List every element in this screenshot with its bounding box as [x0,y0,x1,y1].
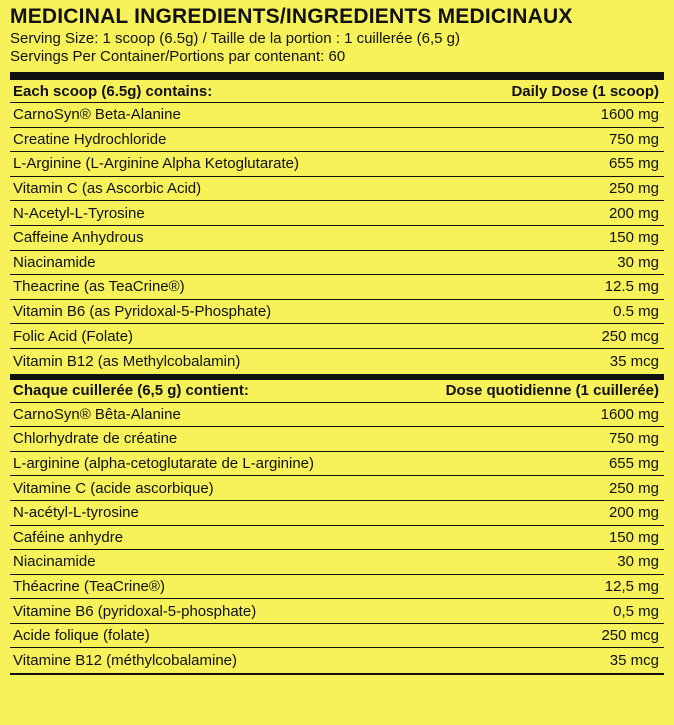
ingredient-name: Niacinamide [13,253,96,271]
ingredient-row [10,349,664,374]
bottom-divider [10,673,664,675]
english-rows [10,103,664,374]
ingredient-amount: 12,5 mg [604,577,659,595]
ingredient-amount: 1600 mg [600,405,659,423]
ingredient-row [10,624,664,649]
ingredient-amount: 150 mg [608,229,659,247]
panel-title: MEDICINAL INGREDIENTS/INGREDIENTS MEDICINAUX [10,5,573,28]
ingredient-row [10,103,664,128]
ingredient-name: L-arginine (alpha-cetoglutarate de L-arginine) [13,455,315,473]
english-header [10,80,664,103]
english-header-left: Each scoop (6.5g) contains: [13,82,213,100]
ingredient-amount: 750 mg [608,430,659,448]
ingredient-row [10,526,664,551]
ingredient-name: Vitamine B12 (méthylcobalamine) [13,652,237,670]
ingredient-row [10,324,664,349]
ingredient-name: N-Acetyl-L-Tyrosine [13,204,145,222]
ingredient-amount: 655 mg [608,155,659,173]
french-header-left: Chaque cuillerée (6,5 g) contient: [13,382,249,400]
english-section [10,80,664,374]
ingredient-row [10,403,664,428]
ingredient-row [10,575,664,600]
serving-size: Serving Size: 1 scoop (6.5g) / Taille de la portion : 1 cuillerée (6,5 g) [10,30,460,47]
french-section [10,380,664,674]
ingredient-name: L-Arginine (L-Arginine Alpha Ketoglutarate) [13,155,300,173]
ingredient-row [10,177,664,202]
ingredient-name: Creatine Hydrochloride [13,130,167,148]
ingredient-amount: 35 mcg [609,652,659,670]
ingredient-row [10,550,664,575]
ingredient-amount: 35 mcg [609,352,659,370]
ingredient-amount: 250 mg [608,180,659,198]
ingredient-name: Caffeine Anhydrous [13,229,144,247]
ingredient-name: Vitamin B12 (as Methylcobalamin) [13,352,241,370]
ingredient-row [10,427,664,452]
ingredient-amount: 12.5 mg [604,278,659,296]
french-rows [10,403,664,674]
thick-divider [10,72,664,80]
ingredient-name: Vitamin B6 (as Pyridoxal-5-Phosphate) [13,303,272,321]
ingredient-name: Acide folique (folate) [13,627,150,645]
french-header [10,380,664,403]
ingredient-name: Vitamine C (acide ascorbique) [13,479,214,497]
ingredient-amount: 30 mg [617,553,659,571]
ingredient-row [10,300,664,325]
ingredient-name: Theacrine (as TeaCrine®) [13,278,185,296]
ingredient-row [10,275,664,300]
ingredient-name: Vitamine B6 (pyridoxal-5-phosphate) [13,602,257,620]
ingredient-name: CarnoSyn® Beta-Alanine [13,106,181,124]
english-header-right: Daily Dose (1 scoop) [511,82,659,100]
ingredient-amount: 0.5 mg [613,303,659,321]
ingredient-amount: 250 mg [608,479,659,497]
french-header-right: Dose quotidienne (1 cuillerée) [445,382,659,400]
ingredient-row [10,251,664,276]
ingredient-amount: 1600 mg [600,106,659,124]
ingredient-row [10,476,664,501]
ingredient-amount: 250 mcg [601,327,659,345]
ingredient-name: Vitamin C (as Ascorbic Acid) [13,180,202,198]
ingredient-amount: 150 mg [608,528,659,546]
ingredient-row [10,452,664,477]
ingredient-row [10,599,664,624]
ingredient-name: Niacinamide [13,553,96,571]
ingredient-amount: 750 mg [608,130,659,148]
ingredient-name: N-acétyl-L-tyrosine [13,504,139,522]
ingredient-amount: 200 mg [608,504,659,522]
ingredient-amount: 30 mg [617,253,659,271]
ingredient-amount: 250 mcg [601,627,659,645]
ingredient-name: Folic Acid (Folate) [13,327,134,345]
ingredient-name: Caféine anhydre [13,528,124,546]
servings-per-container: Servings Per Container/Portions par contenant: 60 [10,48,346,65]
ingredient-amount: 655 mg [608,455,659,473]
ingredient-amount: 200 mg [608,204,659,222]
ingredient-name: Chlorhydrate de créatine [13,430,178,448]
ingredients-panel [0,4,674,725]
ingredient-row [10,152,664,177]
ingredient-row [10,648,664,673]
ingredient-row [10,226,664,251]
ingredient-name: Théacrine (TeaCrine®) [13,577,165,595]
ingredient-row [10,128,664,153]
ingredient-amount: 0,5 mg [613,602,659,620]
ingredient-name: CarnoSyn® Bêta-Alanine [13,405,181,423]
ingredient-row [10,201,664,226]
ingredient-row [10,501,664,526]
